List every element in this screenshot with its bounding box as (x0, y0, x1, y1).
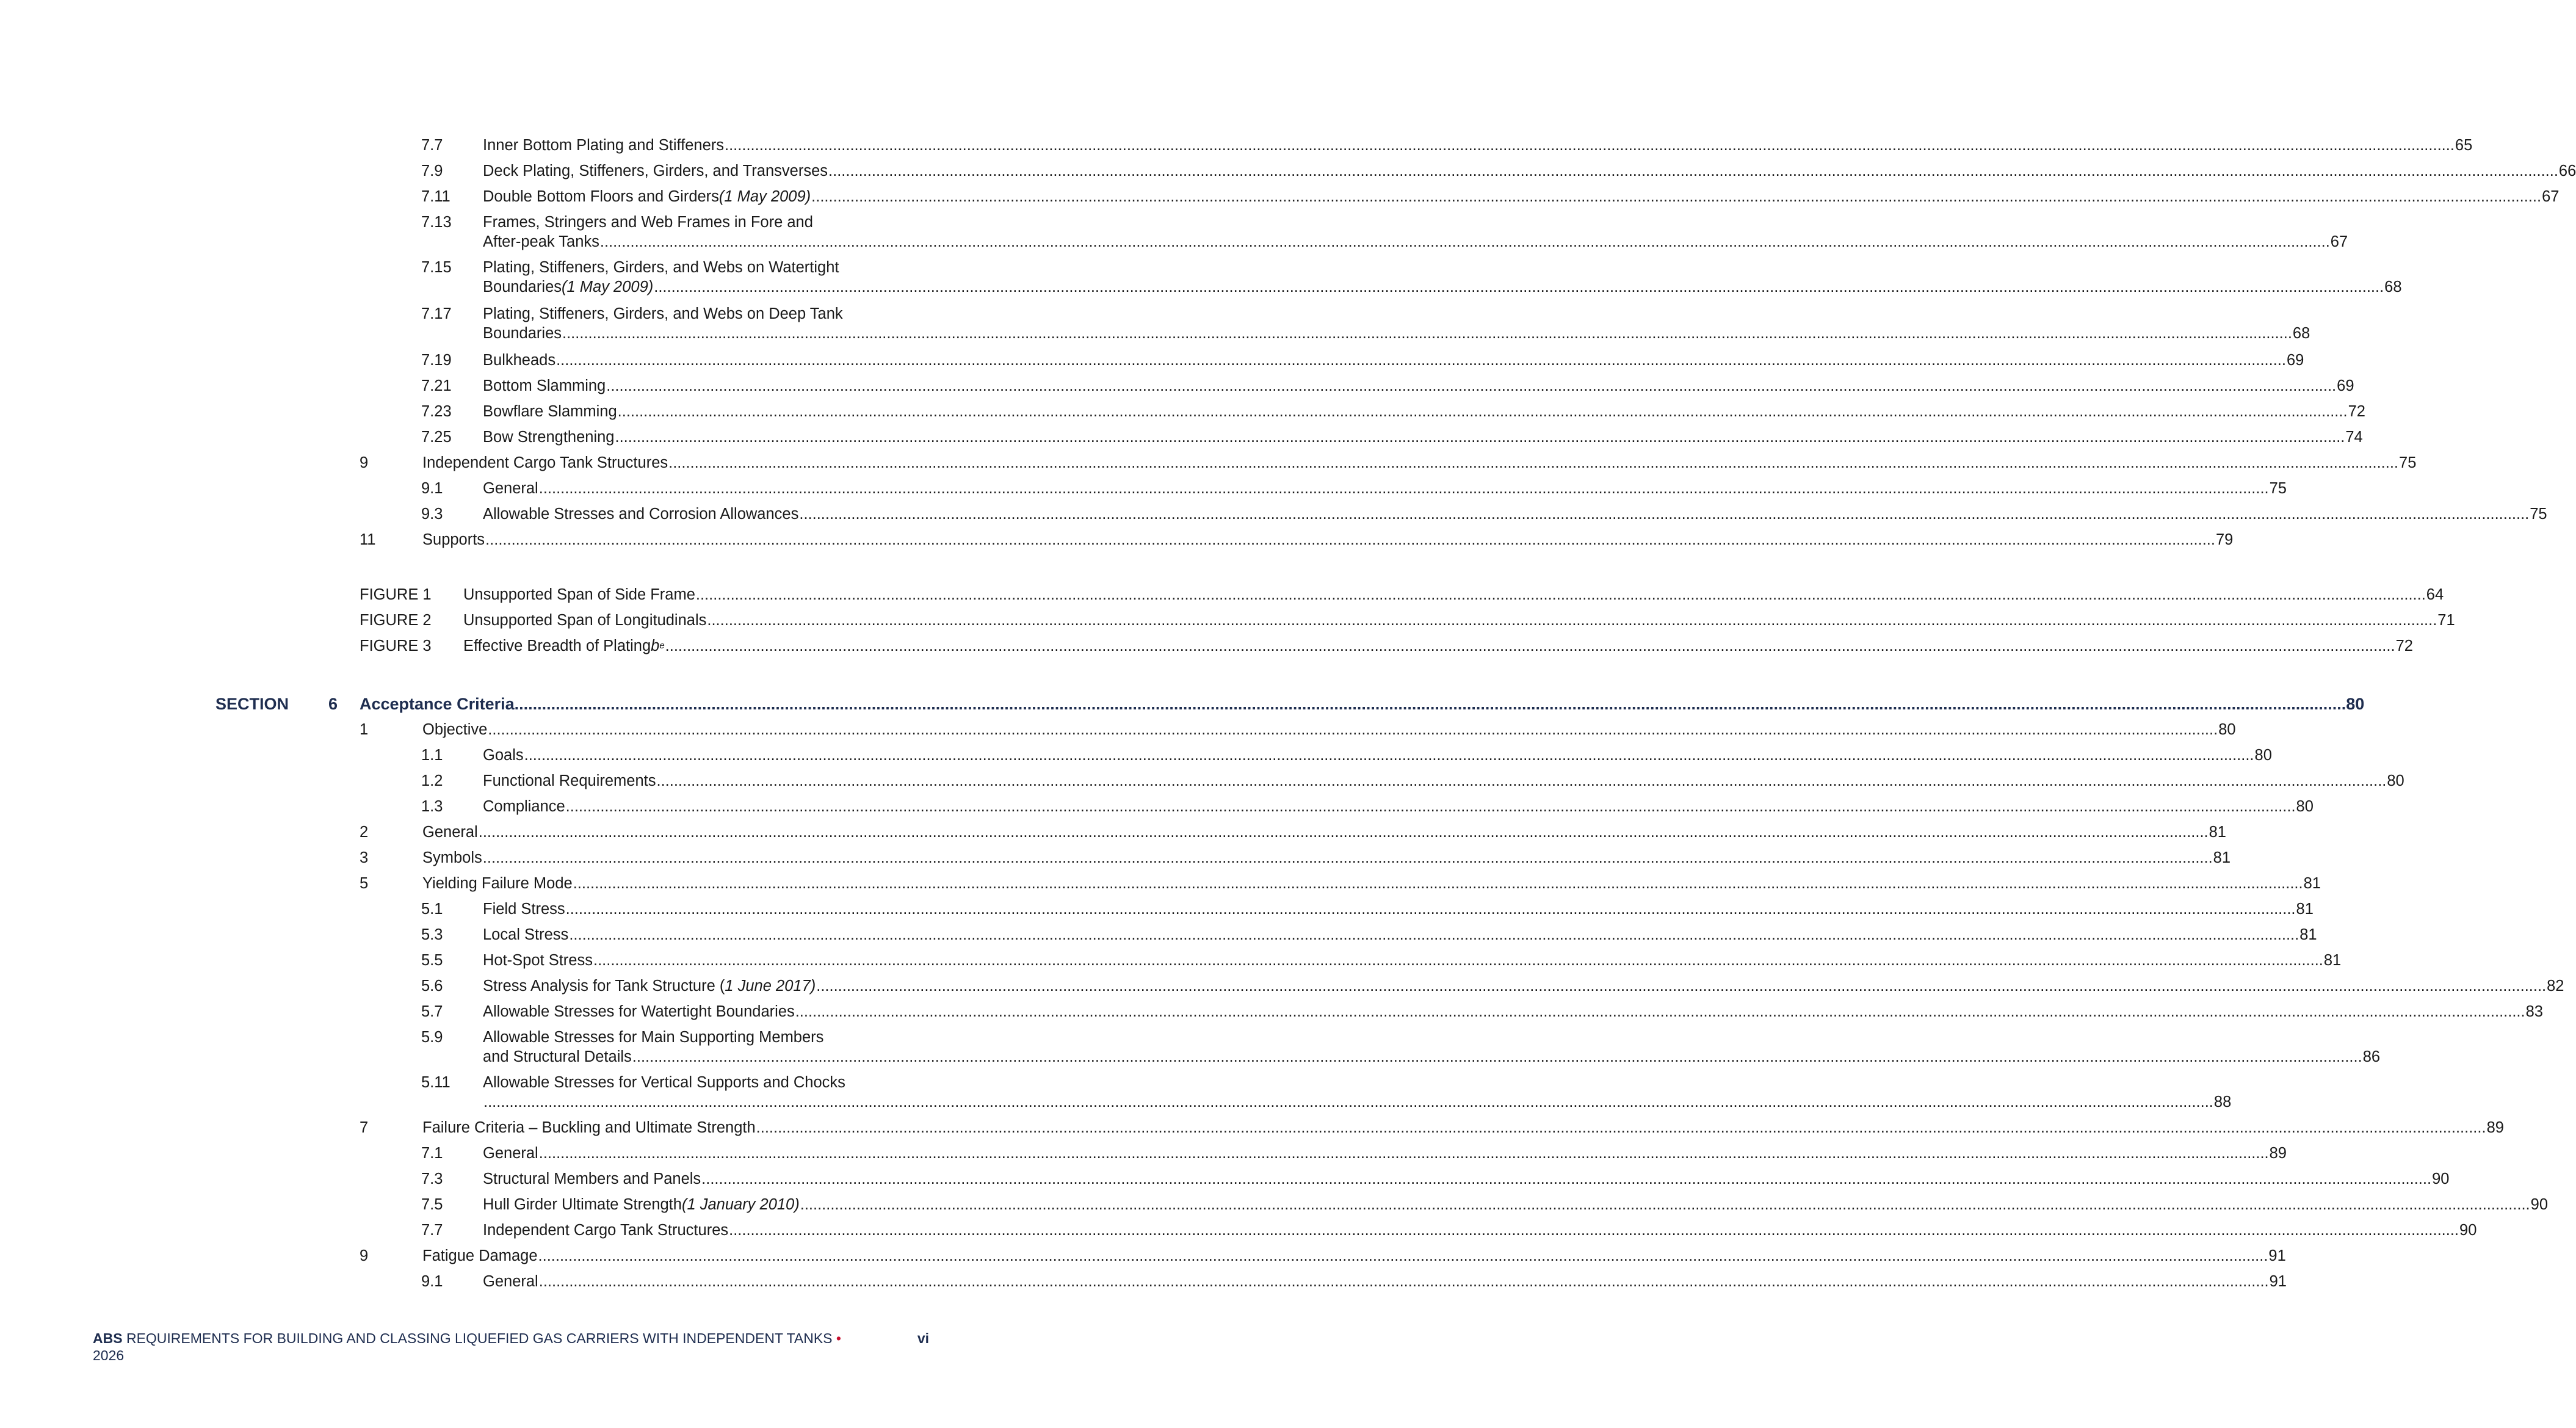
toc-entry-title: Hot-Spot Stress (483, 952, 593, 969)
toc-entry-title: Hull Girder Ultimate Strength (483, 1196, 682, 1213)
leader-dots: ................................................................................................................................................................................................................................................................................................................................................................................................................ (485, 531, 2215, 548)
toc-entry[interactable] (421, 924, 2317, 945)
leader-dots: ................................................................................................................................................................................................................................................................................................................................................................................................................ (811, 188, 2542, 205)
toc-entry-number: 9.1 (421, 480, 443, 497)
figure-symbol-subscript: e (659, 640, 665, 651)
section-number: 6 (328, 695, 338, 713)
toc-entry[interactable] (360, 822, 2226, 843)
toc-entry-title: Bow Strengthening (483, 429, 615, 446)
toc-entry-page: 65 (2455, 137, 2473, 154)
leader-dots: ................................................................................................................................................................................................................................................................................................................................................................................................................ (538, 1273, 2269, 1290)
toc-entry-number: 9.1 (421, 1273, 443, 1290)
toc-entry-page: 81 (2209, 824, 2226, 841)
toc-entry-title: After-peak Tanks (483, 233, 599, 250)
toc-entry[interactable] (421, 401, 2365, 422)
toc-entry-page: 81 (2296, 901, 2314, 918)
toc-entry-number: 11 (360, 531, 376, 548)
leader-dots: ................................................................................................................................................................................................................................................................................................................................................................................................................ (656, 772, 2387, 789)
toc-entry[interactable] (421, 1001, 2543, 1022)
figure-page: 71 (2437, 612, 2455, 629)
figure-page: 72 (2395, 637, 2413, 654)
toc-entry-page: 80 (2254, 747, 2272, 764)
figure-title: Effective Breadth of Plating (463, 637, 651, 654)
figure-page: 64 (2426, 586, 2444, 603)
toc-entry[interactable] (360, 873, 2321, 894)
toc-entry-title: Stress Analysis for Tank Structure ( (483, 977, 725, 995)
leader-dots: ................................................................................................................................................................................................................................................................................................................................................................................................................ (729, 1222, 2459, 1239)
toc-entry-number: 7 (360, 1119, 369, 1136)
footer-brand: ABS (93, 1330, 123, 1346)
toc-entry-line: Allowable Stresses for Vertical Supports and Chocks (483, 1074, 845, 1091)
toc-entry[interactable] (421, 745, 2272, 766)
leader-dots: ................................................................................................................................................................................................................................................................................................................................................................................................................ (483, 1093, 2213, 1111)
toc-entry-page: 81 (2299, 926, 2317, 943)
leader-dots: ................................................................................................................................................................................................................................................................................................................................................................................................................ (615, 429, 2345, 446)
toc-entry-title: Symbols (422, 849, 482, 866)
toc-entry-title: Field Stress (483, 901, 565, 918)
toc-entry[interactable] (421, 1194, 2549, 1215)
toc-entry-title: Bulkheads (483, 352, 556, 369)
toc-entry[interactable] (360, 1245, 2286, 1266)
toc-entry-title: Yielding Failure Mode (422, 875, 573, 892)
toc-entry[interactable] (421, 135, 2473, 156)
figure-title: Unsupported Span of Longitudinals (463, 612, 707, 629)
toc-entry-page: 80 (2296, 798, 2314, 815)
leader-dots: ................................................................................................................................................................................................................................................................................................................................................................................................................ (569, 926, 2299, 943)
toc-entry-title: Structural Members and Panels (483, 1170, 701, 1187)
toc-entry-number: 2 (360, 824, 369, 841)
toc-entry-page: 83 (2525, 1003, 2543, 1020)
figure-label: FIGURE 1 (360, 586, 432, 603)
toc-entry-number: 5.5 (421, 952, 443, 969)
figure-symbol: b (651, 637, 660, 654)
toc-entry-title: Boundaries (483, 325, 562, 342)
toc-entry-number: 7.9 (421, 162, 443, 179)
leader-dots: ................................................................................................................................................................................................................................................................................................................................................................................................................ (593, 952, 2323, 969)
toc-entry[interactable] (360, 847, 2231, 868)
toc-entry-number: 5.3 (421, 926, 443, 943)
leader-dots: ................................................................................................................................................................................................................................................................................................................................................................................................................ (538, 1145, 2269, 1162)
leader-dots: ................................................................................................................................................................................................................................................................................................................................................................................................................ (756, 1119, 2486, 1136)
footer-year: 2026 (93, 1347, 125, 1363)
toc-entry-title: Failure Criteria – Buckling and Ultimate Strength (422, 1119, 756, 1136)
leader-dots: ................................................................................................................................................................................................................................................................................................................................................................................................................ (565, 798, 2296, 815)
leader-dots: ................................................................................................................................................................................................................................................................................................................................................................................................................ (725, 137, 2455, 154)
toc-entry-title: Inner Bottom Plating and Stiffeners (483, 137, 725, 154)
leader-dots: ................................................................................................................................................................................................................................................................................................................................................................................................................ (514, 695, 2346, 713)
toc-entry[interactable] (421, 1143, 2287, 1164)
toc-entry-title: Deck Plating, Stiffeners, Girders, and Transverses (483, 162, 828, 179)
toc-entry-page: 66 (2558, 162, 2576, 179)
toc-entry-title: Double Bottom Floors and Girders (483, 188, 719, 205)
leader-dots: ................................................................................................................................................................................................................................................................................................................................................................................................................ (573, 875, 2303, 892)
toc-entry[interactable] (421, 770, 2404, 791)
toc-entry-page: 68 (2292, 325, 2310, 342)
leader-dots: ................................................................................................................................................................................................................................................................................................................................................................................................................ (478, 824, 2209, 841)
toc-entry-number: 5.6 (421, 977, 443, 995)
footer-text: REQUIREMENTS FOR BUILDING AND CLASSING LIQUEFIED GAS CARRIERS WITH INDEPENDENT TANKS (122, 1330, 836, 1346)
toc-entry[interactable] (421, 796, 2314, 817)
toc-entry-number: 5.11 (421, 1074, 450, 1091)
toc-entry-title: Bowflare Slamming (483, 403, 617, 420)
toc-entry-page: 79 (2215, 531, 2234, 548)
leader-dots: ................................................................................................................................................................................................................................................................................................................................................................................................................ (695, 586, 2426, 603)
toc-entry-title: Functional Requirements (483, 772, 656, 789)
leader-dots: ................................................................................................................................................................................................................................................................................................................................................................................................................ (828, 162, 2558, 179)
figure-entry[interactable] (360, 610, 2455, 631)
toc-entry-title: and Structural Details (483, 1048, 632, 1065)
leader-dots: ................................................................................................................................................................................................................................................................................................................................................................................................................ (617, 403, 2348, 420)
toc-entry-title: General (483, 1273, 538, 1290)
leader-dots: ................................................................................................................................................................................................................................................................................................................................................................................................................ (795, 1003, 2525, 1020)
figure-label: FIGURE 3 (360, 637, 432, 654)
leader-dots: ................................................................................................................................................................................................................................................................................................................................................................................................................ (816, 977, 2547, 995)
toc-entry-number: 1.3 (421, 798, 443, 815)
toc-entry-number: 1.2 (421, 772, 443, 789)
footer-page-number: vi (917, 1330, 929, 1346)
toc-entry-title: Fatigue Damage (422, 1247, 538, 1264)
toc-entry-number: 7.25 (421, 429, 452, 446)
leader-dots: ................................................................................................................................................................................................................................................................................................................................................................................................................ (668, 454, 2399, 471)
toc-entry-title: Allowable Stresses for Watertight Boundaries (483, 1003, 795, 1020)
toc-entry-title: Local Stress (483, 926, 569, 943)
leader-dots: ................................................................................................................................................................................................................................................................................................................................................................................................................ (701, 1170, 2432, 1187)
toc-entry-title: Objective (422, 721, 488, 738)
toc-entry-page: 91 (2269, 1273, 2287, 1290)
toc-entry-number: 7.7 (421, 137, 443, 154)
leader-dots: ................................................................................................................................................................................................................................................................................................................................................................................................................ (565, 901, 2296, 918)
leader-dots: ................................................................................................................................................................................................................................................................................................................................................................................................................ (599, 233, 2330, 250)
toc-entry[interactable] (421, 161, 2576, 181)
toc-entry-number: 7.7 (421, 1222, 443, 1239)
leader-dots: ................................................................................................................................................................................................................................................................................................................................................................................................................ (707, 612, 2437, 629)
toc-entry-date: (1 May 2009) (562, 278, 654, 295)
toc-entry[interactable] (421, 1271, 2287, 1292)
leader-dots: ................................................................................................................................................................................................................................................................................................................................................................................................................ (665, 637, 2395, 654)
toc-entry-number: 5.9 (421, 1029, 443, 1046)
toc-entry-number: 7.3 (421, 1170, 443, 1187)
toc-entry-page: 80 (2387, 772, 2404, 789)
toc-entry[interactable] (421, 186, 2560, 207)
toc-entry[interactable] (421, 1169, 2450, 1189)
leader-dots: ................................................................................................................................................................................................................................................................................................................................................................................................................ (556, 352, 2286, 369)
page-footer (93, 1330, 929, 1364)
section-label: SECTION (215, 695, 289, 713)
toc-entry-page: 75 (2530, 506, 2547, 523)
toc-entry[interactable] (421, 1220, 2477, 1241)
toc-entry-number: 7.13 (421, 214, 452, 231)
toc-entry-number: 7.17 (421, 305, 452, 322)
toc-entry-number: 5.1 (421, 901, 443, 918)
toc-entry-date: (1 January 2010) (681, 1196, 800, 1213)
toc-entry[interactable] (421, 478, 2287, 499)
toc-entry-number: 7.23 (421, 403, 452, 420)
section-title: Acceptance Criteria (360, 695, 515, 713)
toc-entry-page: 91 (2268, 1247, 2286, 1264)
toc-entry[interactable] (421, 427, 2363, 448)
toc-entry[interactable] (421, 375, 2354, 396)
toc-entry-title: Boundaries (483, 278, 562, 295)
leader-dots: ................................................................................................................................................................................................................................................................................................................................................................................................................ (799, 506, 2530, 523)
leader-dots: ................................................................................................................................................................................................................................................................................................................................................................................................................ (606, 377, 2337, 394)
toc-entry[interactable] (360, 452, 2417, 473)
toc-entry-page: 90 (2432, 1170, 2450, 1187)
toc-entry-page: 75 (2399, 454, 2417, 471)
leader-dots: ................................................................................................................................................................................................................................................................................................................................................................................................................ (632, 1048, 2362, 1065)
toc-entry[interactable] (360, 1117, 2504, 1138)
toc-entry-title: Compliance (483, 798, 565, 815)
toc-entry-number: 5 (360, 875, 369, 892)
toc-entry-page: 89 (2486, 1119, 2504, 1136)
section-heading[interactable] (215, 694, 2365, 714)
toc-entry-line: Plating, Stiffeners, Girders, and Webs on Deep Tank (483, 305, 843, 322)
toc-entry-number: 9.3 (421, 506, 443, 523)
toc-entry-page: 67 (2542, 188, 2560, 205)
toc-entry-date: (1 May 2009) (718, 188, 811, 205)
toc-entry-title: General (483, 1145, 538, 1162)
toc-entry-line: Frames, Stringers and Web Frames in Fore and (483, 214, 813, 231)
toc-entry[interactable] (421, 504, 2547, 524)
toc-entry-page: 81 (2213, 849, 2231, 866)
toc-entry-title: Independent Cargo Tank Structures (422, 454, 668, 471)
toc-entry[interactable] (421, 976, 2564, 996)
toc-entry-number: 1 (360, 721, 369, 738)
toc-entry-page: 69 (2286, 352, 2304, 369)
toc-entry-title: General (422, 824, 478, 841)
figure-title: Unsupported Span of Side Frame (463, 586, 695, 603)
toc-entry-page: 68 (2384, 278, 2402, 295)
toc-entry-title: Independent Cargo Tank Structures (483, 1222, 729, 1239)
toc-entry-page: 80 (2218, 721, 2236, 738)
toc-entry-number: 9 (360, 1247, 369, 1264)
toc-entry-line: Allowable Stresses for Main Supporting Members (483, 1029, 824, 1046)
toc-entry-title: Goals (483, 747, 524, 764)
toc-entry-title: General (483, 480, 538, 497)
toc-entry[interactable] (421, 350, 2304, 371)
toc-entry[interactable] (360, 719, 2236, 740)
toc-entry-page: 69 (2337, 377, 2354, 394)
toc-entry-page: 88 (2213, 1093, 2232, 1111)
toc-entry-number: 7.5 (421, 1196, 443, 1213)
toc-entry-number: 9 (360, 454, 369, 471)
figure-entry[interactable] (360, 584, 2444, 605)
toc-entry-number: 7.19 (421, 352, 452, 369)
toc-entry-line: Plating, Stiffeners, Girders, and Webs on Watertight (483, 259, 839, 276)
section-page: 80 (2346, 695, 2365, 713)
toc-entry-page: 81 (2323, 952, 2342, 969)
leader-dots: ................................................................................................................................................................................................................................................................................................................................................................................................................ (654, 278, 2384, 295)
leader-dots: ................................................................................................................................................................................................................................................................................................................................................................................................................ (800, 1196, 2530, 1213)
toc-entry-title: Bottom Slamming (483, 377, 606, 394)
toc-entry-page: 67 (2330, 233, 2348, 250)
toc-entry-number: 7.15 (421, 259, 452, 276)
toc-entry-page: 82 (2547, 977, 2564, 995)
toc-entry-page: 81 (2303, 875, 2321, 892)
leader-dots: ................................................................................................................................................................................................................................................................................................................................................................................................................ (524, 747, 2254, 764)
toc-entry-page: 75 (2269, 480, 2287, 497)
toc-entry-number: 7.11 (421, 188, 450, 205)
leader-dots: ................................................................................................................................................................................................................................................................................................................................................................................................................ (482, 849, 2213, 866)
toc-entry-page: 89 (2269, 1145, 2287, 1162)
toc-entry[interactable] (360, 529, 2234, 550)
toc-entry-page: 72 (2348, 403, 2365, 420)
toc-entry-number: 1.1 (421, 747, 443, 764)
toc-entry-title: Allowable Stresses and Corrosion Allowances (483, 506, 799, 523)
footer-bullet: • (836, 1330, 841, 1346)
toc-entry-page: 74 (2345, 429, 2363, 446)
toc-entry-page: 86 (2362, 1048, 2381, 1065)
toc-entry-number: 3 (360, 849, 369, 866)
leader-dots: ................................................................................................................................................................................................................................................................................................................................................................................................................ (488, 721, 2218, 738)
toc-entry[interactable] (421, 950, 2342, 971)
figure-label: FIGURE 2 (360, 612, 432, 629)
leader-dots: ................................................................................................................................................................................................................................................................................................................................................................................................................ (538, 1247, 2268, 1264)
toc-entry-date: 1 June 2017) (725, 977, 816, 995)
toc-entry[interactable] (421, 899, 2314, 919)
leader-dots: ................................................................................................................................................................................................................................................................................................................................................................................................................ (538, 480, 2269, 497)
toc-entry-page: 90 (2459, 1222, 2477, 1239)
figure-entry[interactable] (360, 636, 2413, 656)
toc-entry-page: 90 (2530, 1196, 2549, 1213)
toc-entry-number: 7.21 (421, 377, 452, 394)
leader-dots: ................................................................................................................................................................................................................................................................................................................................................................................................................ (562, 325, 2292, 342)
toc-entry-title: Supports (422, 531, 485, 548)
toc-entry-number: 5.7 (421, 1003, 443, 1020)
toc-entry-number: 7.1 (421, 1145, 443, 1162)
